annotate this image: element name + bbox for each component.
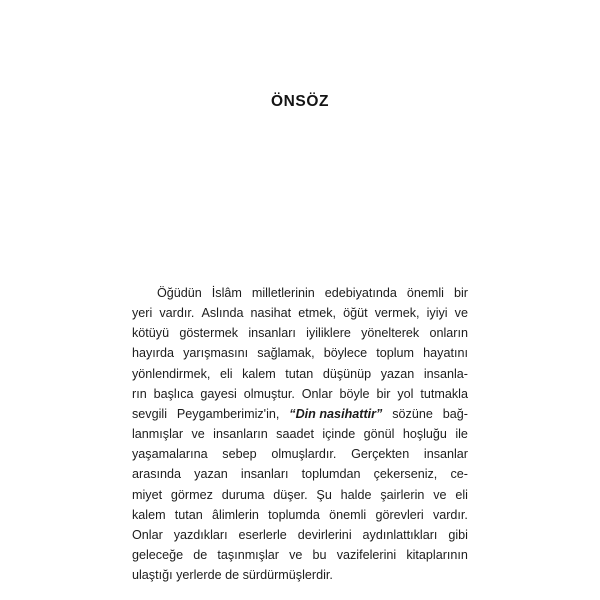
text-word: Onlar: [132, 527, 163, 542]
text-word: başlıca: [153, 386, 194, 401]
quoted-italic-phrase: “Din nasihattir”: [289, 406, 383, 421]
text-word: gönül: [363, 427, 395, 442]
text-word: aydınlattıkları: [362, 527, 438, 542]
text-word: yazan: [380, 366, 415, 381]
text-word: ulaştığı yerlerde de sürdürmüşlerdir.: [132, 568, 333, 583]
text-word: yazdıkları: [173, 527, 228, 542]
text-word: olmuşlardır.: [271, 447, 337, 462]
body-text-block: [132, 283, 468, 585]
text-word: olmuştur.: [243, 386, 295, 401]
text-word: yönlendirmek,: [132, 366, 211, 381]
text-word: göstermek: [179, 326, 239, 341]
text-line: [132, 404, 468, 424]
text-word: içinde: [322, 427, 356, 442]
text-word: bir: [453, 286, 468, 300]
text-word: yönelterek: [361, 326, 420, 341]
text-word: düşünüp: [322, 366, 372, 381]
text-word: ve: [191, 427, 205, 442]
text-word: düşer.: [273, 487, 308, 502]
text-word: onların: [429, 326, 468, 341]
text-word: önemli: [406, 286, 444, 300]
text-word: ile: [455, 427, 468, 442]
text-word: Peygamberimiz'in,: [176, 406, 280, 421]
text-word: devirlerini: [297, 527, 352, 542]
text-word: iyiliklere: [306, 326, 351, 341]
text-word: iyiyi: [426, 306, 448, 321]
text-word: Onlar: [301, 386, 333, 401]
text-word: insanların: [213, 427, 268, 442]
text-word: insanları: [240, 467, 289, 482]
text-word: bağ-: [442, 406, 468, 421]
text-word: hoşluğu: [402, 427, 447, 442]
text-line: [132, 424, 468, 444]
text-line: [132, 505, 468, 525]
text-word: kalem: [132, 507, 166, 522]
text-word: bu: [312, 548, 327, 563]
text-word: taşınmışlar: [217, 548, 279, 563]
text-word: arasında: [132, 467, 182, 482]
text-line: [132, 464, 468, 484]
text-word: miyet: [132, 487, 163, 502]
text-word: sevgili: [132, 406, 167, 421]
text-word: kalem: [242, 366, 276, 381]
text-word: edebiyatında: [324, 286, 397, 300]
text-word: âlimlerin: [212, 507, 259, 522]
text-word: saadet: [276, 427, 314, 442]
text-word: Gerçekten: [351, 447, 410, 462]
text-word: Öğüdün: [157, 286, 202, 300]
text-word: çekerseniz,: [373, 467, 438, 482]
text-word: gibi: [448, 527, 468, 542]
text-line: [132, 364, 468, 384]
text-word: yarışmasını: [183, 346, 249, 361]
text-word: eli: [219, 366, 233, 381]
text-word: etmek,: [298, 306, 337, 321]
text-word: şairlerin: [380, 487, 425, 502]
text-line: [132, 545, 468, 565]
text-word: hayırda: [132, 346, 175, 361]
text-word: vermek,: [374, 306, 420, 321]
text-word: toplum: [376, 346, 415, 361]
text-word: sözüne: [392, 406, 433, 421]
text-word: eli: [455, 487, 468, 502]
text-line: [132, 525, 468, 545]
text-line: [132, 485, 468, 505]
text-word: vardır.: [159, 306, 195, 321]
text-word: İslâm: [211, 286, 242, 300]
text-word: vazifelerini: [336, 548, 397, 563]
text-word: tutan: [285, 366, 314, 381]
text-word: ce-: [450, 467, 468, 482]
text-word: insanları: [248, 326, 296, 341]
text-word: ve: [454, 306, 468, 321]
text-word: toplumda: [268, 507, 320, 522]
text-word: insanla-: [423, 366, 468, 381]
text-word: tutmakla: [420, 386, 468, 401]
text-word: böyle: [339, 386, 370, 401]
text-word: toplumdan: [301, 467, 361, 482]
text-word: lanmışlar: [132, 427, 184, 442]
text-line: [132, 384, 468, 404]
text-word: vardır.: [432, 507, 468, 522]
text-word: eserlerle: [238, 527, 287, 542]
text-line: [132, 444, 468, 464]
text-word: tutan: [174, 507, 203, 522]
text-word: de: [193, 548, 208, 563]
text-line: [132, 303, 468, 323]
text-line: [132, 323, 468, 343]
text-word: nasihat: [250, 306, 292, 321]
text-word: geleceğe: [132, 548, 184, 563]
text-word: yazan: [194, 467, 228, 482]
text-word: yol: [397, 386, 414, 401]
text-word: yeri: [132, 306, 153, 321]
text-word: sebep: [222, 447, 257, 462]
preface-paragraph: [132, 283, 468, 585]
text-word: böylece: [323, 346, 368, 361]
text-line: [132, 283, 468, 303]
text-word: Şu: [316, 487, 332, 502]
text-word: görevleri: [375, 507, 424, 522]
text-word: ve: [433, 487, 447, 502]
text-word: insanlar: [423, 447, 468, 462]
text-line: [132, 565, 468, 585]
text-word: öğüt: [343, 306, 368, 321]
text-word: hayatını: [423, 346, 468, 361]
text-word: Aslında: [201, 306, 244, 321]
text-word: bir: [376, 386, 391, 401]
text-word: sağlamak,: [257, 346, 315, 361]
text-word: kötüyü: [132, 326, 170, 341]
text-word: yaşamalarına: [132, 447, 208, 462]
text-word: ve: [289, 548, 303, 563]
text-word: önemli: [329, 507, 367, 522]
text-word: duruma: [221, 487, 265, 502]
text-word: görmez: [170, 487, 213, 502]
page-title: ÖNSÖZ: [270, 93, 330, 111]
text-word: halde: [340, 487, 372, 502]
text-word: rın: [132, 386, 147, 401]
text-word: milletlerinin: [251, 286, 315, 300]
text-line: [132, 343, 468, 363]
text-word: kitaplarının: [406, 548, 468, 563]
text-word: gayesi: [200, 386, 237, 401]
